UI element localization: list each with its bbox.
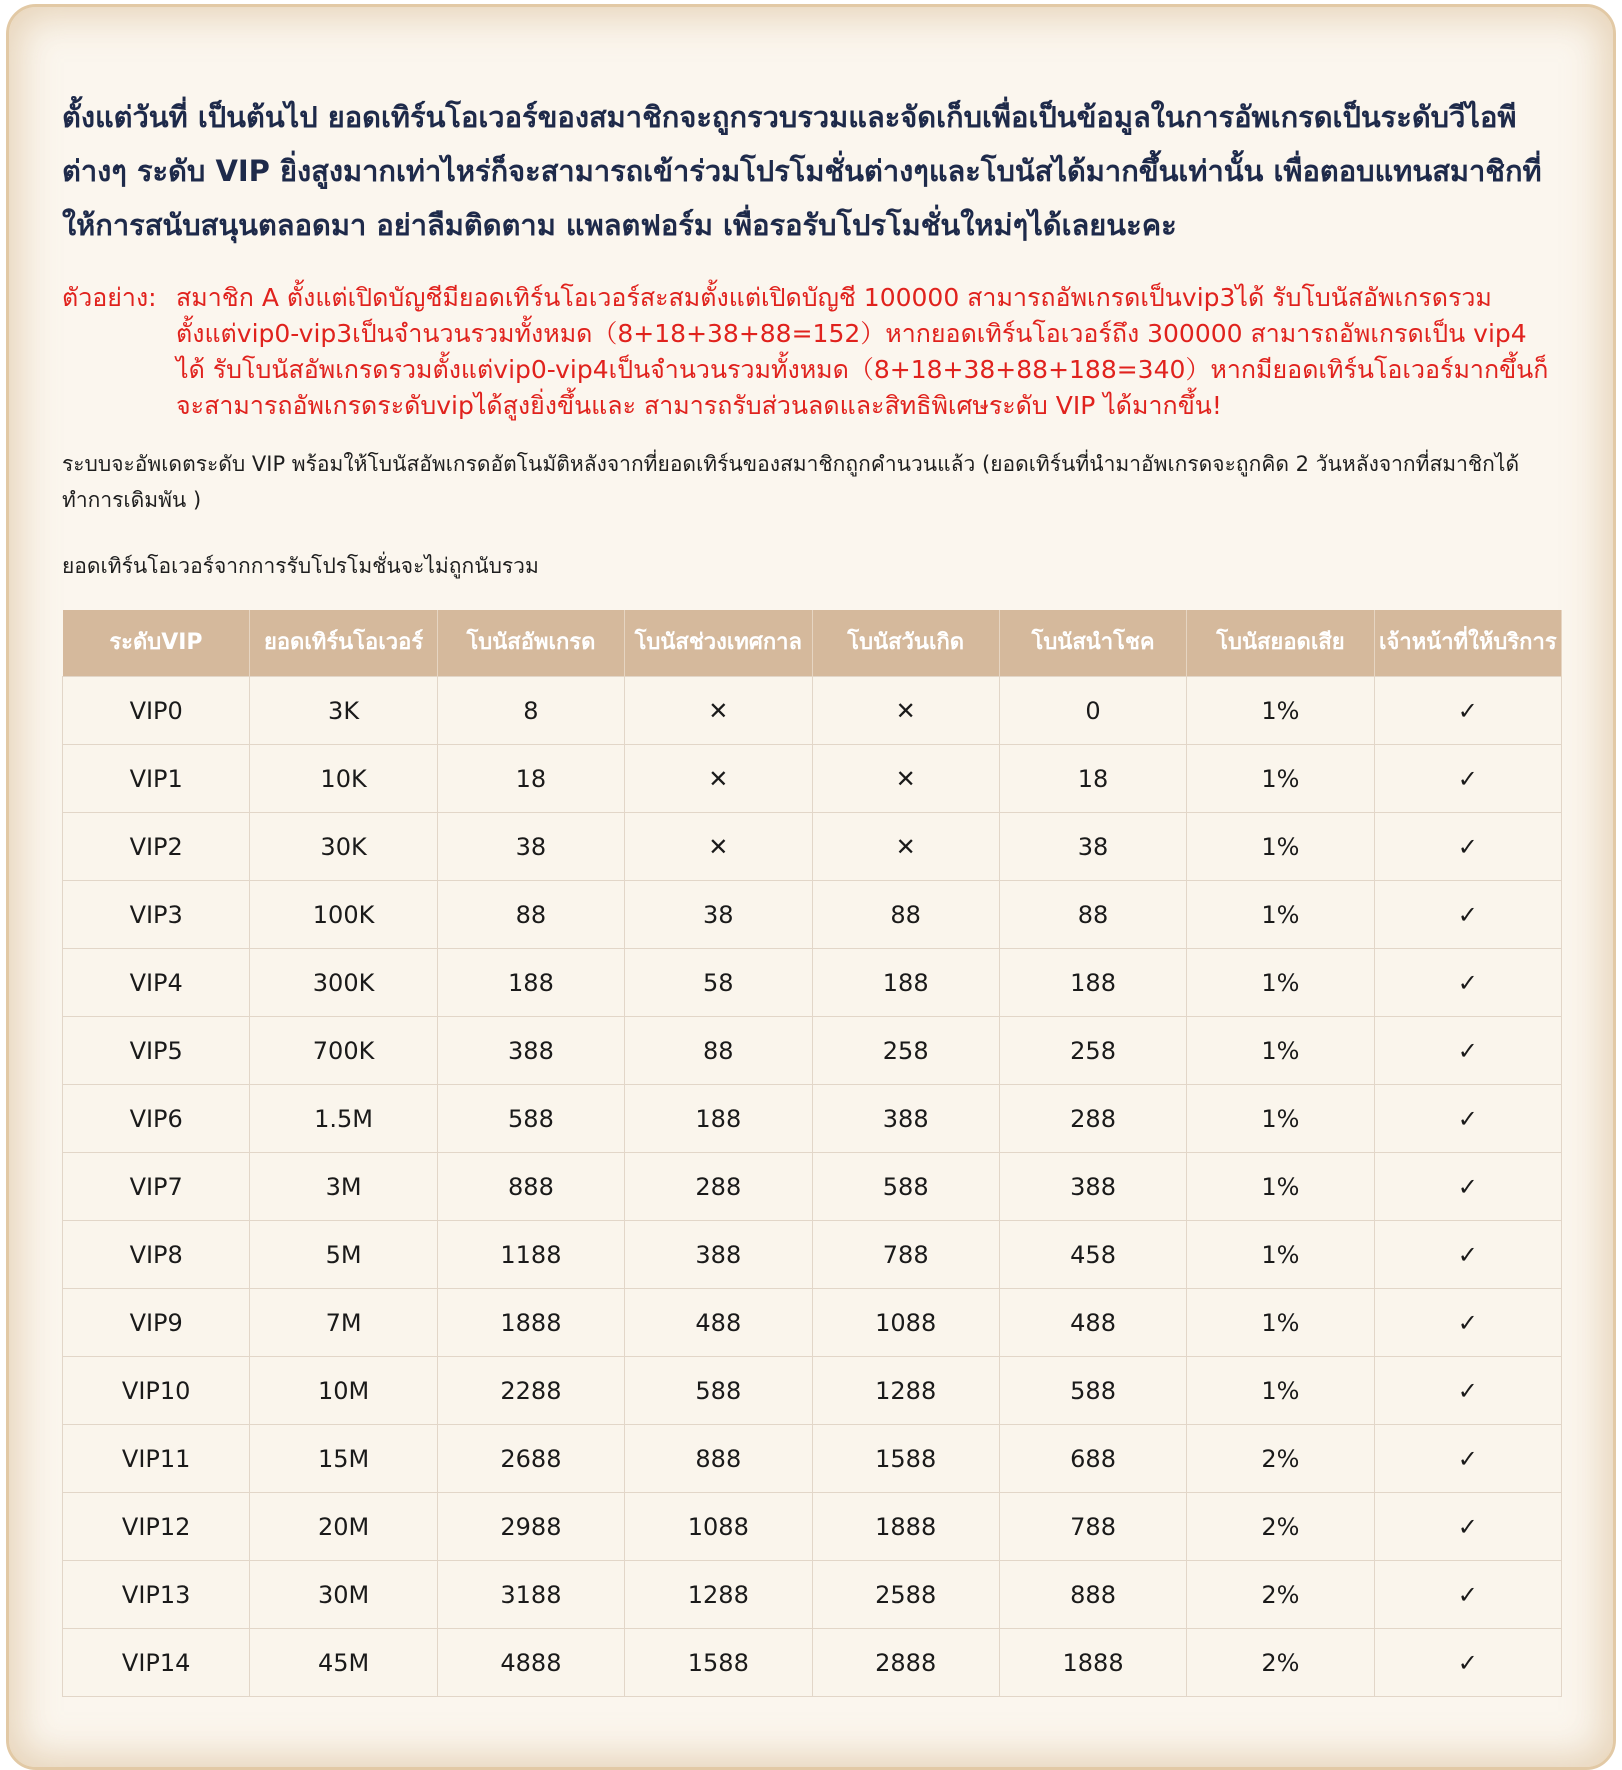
table-row: [63, 745, 1562, 813]
header-service-staff: เจ้าหน้าที่ให้บริการ: [1374, 610, 1561, 677]
table-row: [63, 1425, 1562, 1493]
header-upgrade-bonus: โบนัสอัพเกรด: [437, 610, 624, 677]
cross-icon: ✕: [812, 745, 999, 813]
birthday-bonus-cell: 1288: [812, 1357, 999, 1425]
festival-bonus-cell: 288: [625, 1153, 812, 1221]
vip-level-cell: VIP1: [63, 745, 250, 813]
loss-bonus-cell: 2%: [1187, 1561, 1374, 1629]
table-row: [63, 1561, 1562, 1629]
check-icon: ✓: [1374, 1289, 1561, 1357]
birthday-bonus-cell: 588: [812, 1153, 999, 1221]
festival-bonus-cell: 1288: [625, 1561, 812, 1629]
vip-level-cell: VIP12: [63, 1493, 250, 1561]
check-icon: ✓: [1374, 1357, 1561, 1425]
loss-bonus-cell: 2%: [1187, 1493, 1374, 1561]
header-festival-bonus: โบนัสช่วงเทศกาล: [625, 610, 812, 677]
loss-bonus-cell: 1%: [1187, 813, 1374, 881]
birthday-bonus-cell: 2588: [812, 1561, 999, 1629]
loss-bonus-cell: 1%: [1187, 1017, 1374, 1085]
header-turnover: ยอดเทิร์นโอเวอร์: [250, 610, 437, 677]
lucky-bonus-cell: 258: [999, 1017, 1186, 1085]
upgrade-bonus-cell: 38: [437, 813, 624, 881]
lucky-bonus-cell: 488: [999, 1289, 1186, 1357]
birthday-bonus-cell: 788: [812, 1221, 999, 1289]
lucky-bonus-cell: 688: [999, 1425, 1186, 1493]
upgrade-bonus-cell: 2688: [437, 1425, 624, 1493]
vip-level-cell: VIP4: [63, 949, 250, 1017]
lucky-bonus-cell: 1888: [999, 1629, 1186, 1697]
loss-bonus-cell: 1%: [1187, 1153, 1374, 1221]
upgrade-bonus-cell: 388: [437, 1017, 624, 1085]
table-row: [63, 1221, 1562, 1289]
birthday-bonus-cell: 388: [812, 1085, 999, 1153]
vip-level-cell: VIP0: [63, 677, 250, 745]
table-row: [63, 949, 1562, 1017]
check-icon: ✓: [1374, 677, 1561, 745]
vip-level-cell: VIP8: [63, 1221, 250, 1289]
turnover-cell: 30M: [250, 1561, 437, 1629]
check-icon: ✓: [1374, 745, 1561, 813]
upgrade-bonus-cell: 4888: [437, 1629, 624, 1697]
upgrade-bonus-cell: 888: [437, 1153, 624, 1221]
upgrade-bonus-cell: 8: [437, 677, 624, 745]
table-row: [63, 881, 1562, 949]
lucky-bonus-cell: 188: [999, 949, 1186, 1017]
intro-paragraph: ตั้งแต่วันที่ เป็นต้นไป ยอดเทิร์นโอเวอร์ของสมาชิกจะถูกรวบรวมและจัดเก็บเพื่อเป็นข้อมูลในการอัพเกรดเป็นระดับวีไอพีต่างๆ ระดับ VIP ยิ่งสูงมากเท่าไหร่ก็จะสามารถเข้าร่วมโปรโมชั่นต่างๆและโบนัสได้มากขึ้นเท่านั้น เพื่อตอบแทนสมาชิกที่ให้การสนับสนุนตลอดมา อย่าลืมติดตาม แพลตฟอร์ม เพื่อรอรับโปรโมชั่นใหม่ๆได้เลยนะคะ: [62, 100, 1542, 242]
table-row: [63, 1493, 1562, 1561]
check-icon: ✓: [1374, 1629, 1561, 1697]
upgrade-bonus-cell: 3188: [437, 1561, 624, 1629]
turnover-cell: 10K: [250, 745, 437, 813]
check-icon: ✓: [1374, 1085, 1561, 1153]
loss-bonus-cell: 1%: [1187, 1289, 1374, 1357]
birthday-bonus-cell: 1088: [812, 1289, 999, 1357]
vip-level-cell: VIP2: [63, 813, 250, 881]
loss-bonus-cell: 2%: [1187, 1629, 1374, 1697]
lucky-bonus-cell: 588: [999, 1357, 1186, 1425]
lucky-bonus-cell: 0: [999, 677, 1186, 745]
festival-bonus-cell: 388: [625, 1221, 812, 1289]
check-icon: ✓: [1374, 813, 1561, 881]
check-icon: ✓: [1374, 949, 1561, 1017]
turnover-cell: 7M: [250, 1289, 437, 1357]
table-row: [63, 1289, 1562, 1357]
loss-bonus-cell: 1%: [1187, 677, 1374, 745]
header-loss-bonus: โบนัสยอดเสีย: [1187, 610, 1374, 677]
turnover-cell: 1.5M: [250, 1085, 437, 1153]
table-row: [63, 1629, 1562, 1697]
vip-level-cell: VIP11: [63, 1425, 250, 1493]
turnover-cell: 700K: [250, 1017, 437, 1085]
vip-level-cell: VIP5: [63, 1017, 250, 1085]
lucky-bonus-cell: 288: [999, 1085, 1186, 1153]
loss-bonus-cell: 1%: [1187, 881, 1374, 949]
turnover-cell: 5M: [250, 1221, 437, 1289]
vip-level-cell: VIP14: [63, 1629, 250, 1697]
upgrade-bonus-cell: 2288: [437, 1357, 624, 1425]
table-row: [63, 1153, 1562, 1221]
lucky-bonus-cell: 88: [999, 881, 1186, 949]
lucky-bonus-cell: 38: [999, 813, 1186, 881]
festival-bonus-cell: 888: [625, 1425, 812, 1493]
lucky-bonus-cell: 788: [999, 1493, 1186, 1561]
check-icon: ✓: [1374, 1017, 1561, 1085]
festival-bonus-cell: 588: [625, 1357, 812, 1425]
festival-bonus-cell: 38: [625, 881, 812, 949]
birthday-bonus-cell: 1888: [812, 1493, 999, 1561]
example-block: [62, 280, 1562, 424]
lucky-bonus-cell: 18: [999, 745, 1186, 813]
turnover-cell: 45M: [250, 1629, 437, 1697]
cross-icon: ✕: [625, 677, 812, 745]
table-row: [63, 813, 1562, 881]
table-row: [63, 1017, 1562, 1085]
loss-bonus-cell: 2%: [1187, 1425, 1374, 1493]
lucky-bonus-cell: 888: [999, 1561, 1186, 1629]
birthday-bonus-cell: 2888: [812, 1629, 999, 1697]
upgrade-bonus-cell: 188: [437, 949, 624, 1017]
check-icon: ✓: [1374, 1493, 1561, 1561]
cross-icon: ✕: [625, 745, 812, 813]
festival-bonus-cell: 88: [625, 1017, 812, 1085]
festival-bonus-cell: 488: [625, 1289, 812, 1357]
check-icon: ✓: [1374, 1221, 1561, 1289]
vip-table: [62, 610, 1562, 1697]
vip-level-cell: VIP3: [63, 881, 250, 949]
festival-bonus-cell: 1588: [625, 1629, 812, 1697]
birthday-bonus-cell: 1588: [812, 1425, 999, 1493]
header-lucky-bonus: โบนัสนำโชค: [999, 610, 1186, 677]
lucky-bonus-cell: 458: [999, 1221, 1186, 1289]
example-label: ตัวอย่าง:: [62, 283, 157, 312]
turnover-cell: 100K: [250, 881, 437, 949]
cross-icon: ✕: [625, 813, 812, 881]
check-icon: ✓: [1374, 1153, 1561, 1221]
vip-level-cell: VIP7: [63, 1153, 250, 1221]
promo-exclusion-note: ยอดเทิร์นโอเวอร์จากการรับโปรโมชั่นจะไม่ถูกนับรวม: [62, 554, 539, 578]
birthday-bonus-cell: 188: [812, 949, 999, 1017]
upgrade-bonus-cell: 88: [437, 881, 624, 949]
vip-level-cell: VIP6: [63, 1085, 250, 1153]
check-icon: ✓: [1374, 881, 1561, 949]
festival-bonus-cell: 58: [625, 949, 812, 1017]
festival-bonus-cell: 188: [625, 1085, 812, 1153]
festival-bonus-cell: 1088: [625, 1493, 812, 1561]
upgrade-bonus-cell: 1188: [437, 1221, 624, 1289]
loss-bonus-cell: 1%: [1187, 1221, 1374, 1289]
turnover-cell: 10M: [250, 1357, 437, 1425]
turnover-cell: 30K: [250, 813, 437, 881]
auto-upgrade-note: ระบบจะอัพเดตระดับ VIP พร้อมให้โบนัสอัพเกรดอัตโนมัติหลังจากที่ยอดเทิร์นของสมาชิกถูกคำนวนแล้ว (ยอดเทิร์นที่นำมาอัพเกรดจะถูกคิด 2 วันหลังจากที่สมาชิกได้ทำการเดิมพัน ): [62, 452, 1520, 512]
vip-content: [62, 90, 1562, 1697]
loss-bonus-cell: 1%: [1187, 949, 1374, 1017]
upgrade-bonus-cell: 2988: [437, 1493, 624, 1561]
birthday-bonus-cell: 258: [812, 1017, 999, 1085]
upgrade-bonus-cell: 588: [437, 1085, 624, 1153]
turnover-cell: 20M: [250, 1493, 437, 1561]
birthday-bonus-cell: 88: [812, 881, 999, 949]
cross-icon: ✕: [812, 677, 999, 745]
turnover-cell: 15M: [250, 1425, 437, 1493]
turnover-cell: 3M: [250, 1153, 437, 1221]
upgrade-bonus-cell: 18: [437, 745, 624, 813]
upgrade-bonus-cell: 1888: [437, 1289, 624, 1357]
loss-bonus-cell: 1%: [1187, 1357, 1374, 1425]
vip-level-cell: VIP9: [63, 1289, 250, 1357]
loss-bonus-cell: 1%: [1187, 745, 1374, 813]
table-row: [63, 677, 1562, 745]
example-text: สมาชิก A ตั้งแต่เปิดบัญชีมียอดเทิร์นโอเวอร์สะสมตั้งแต่เปิดบัญชี 100000 สามารถอัพเกรดเป็นvip3ได้ รับโบนัสอัพเกรดรวมตั้งแต่vip0-vip3เป็นจำนวนรวมทั้งหมด（8+18+38+88=152）หากยอดเทิร์นโอเวอร์ถึง 300000 สามารถอัพเกรดเป็น vip4 ได้ รับโบนัสอัพเกรดรวมตั้งแต่vip0-vip4เป็นจำนวนรวมทั้งหมด（8+18+38+88+188=340）หากมียอดเทิร์นโอเวอร์มากขึ้นก็จะสามารถอัพเกรดระดับvipได้สูงยิ่งขึ้นและ สามารถรับส่วนลดและสิทธิพิเศษระดับ VIP ได้มากขึ้น!: [176, 283, 1549, 420]
check-icon: ✓: [1374, 1425, 1561, 1493]
cross-icon: ✕: [812, 813, 999, 881]
check-icon: ✓: [1374, 1561, 1561, 1629]
lucky-bonus-cell: 388: [999, 1153, 1186, 1221]
loss-bonus-cell: 1%: [1187, 1085, 1374, 1153]
turnover-cell: 300K: [250, 949, 437, 1017]
vip-level-cell: VIP10: [63, 1357, 250, 1425]
vip-table-header: [63, 610, 1562, 677]
header-vip-level: ระดับVIP: [63, 610, 250, 677]
header-birthday-bonus: โบนัสวันเกิด: [812, 610, 999, 677]
table-row: [63, 1357, 1562, 1425]
table-row: [63, 1085, 1562, 1153]
vip-level-cell: VIP13: [63, 1561, 250, 1629]
turnover-cell: 3K: [250, 677, 437, 745]
